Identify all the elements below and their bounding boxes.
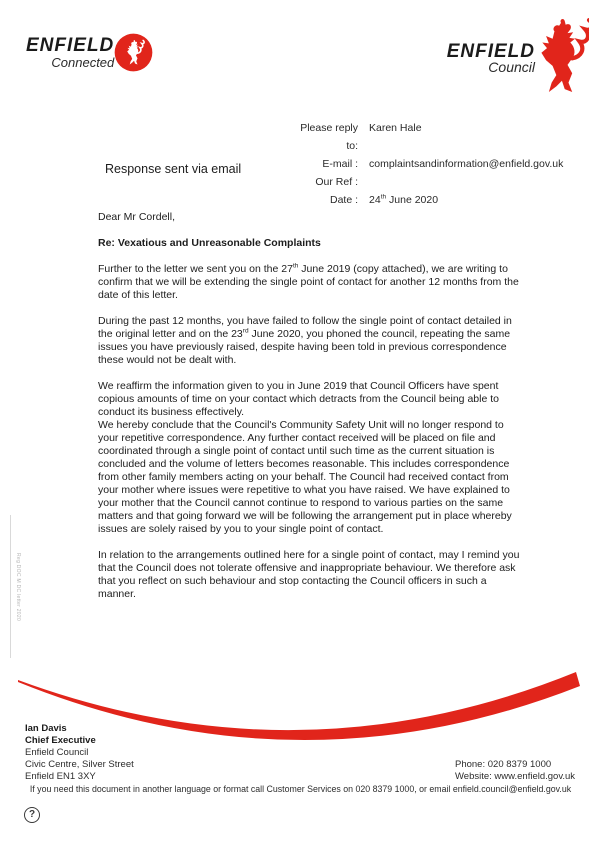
signature-block	[25, 723, 134, 783]
signatory-title: Chief Executive	[25, 735, 96, 746]
signatory-address-2: Enfield EN1 3XY	[25, 771, 96, 782]
paragraph-1-ordinal: th	[292, 262, 299, 270]
paragraph-1-text: Further to the letter we sent you on the 27	[98, 263, 293, 275]
date-ordinal: th	[380, 193, 387, 201]
contact-block	[455, 759, 575, 783]
salutation: Dear Mr Cordell,	[98, 211, 176, 223]
council-logo-subtitle: Council	[488, 59, 535, 75]
paragraph-2-ordinal: rd	[242, 327, 249, 335]
side-print-code: Reg DOC M DC letter 2020	[15, 553, 21, 622]
our-ref-row	[288, 173, 563, 191]
connected-logo-subtitle: Connected	[51, 55, 115, 70]
scan-fold-line	[10, 515, 11, 658]
paragraph-2-text-cont: June 2020, you phoned the council, repeating the same issues you have previously raised, despite having been told in previous correspondence these would not be dealt with.	[98, 328, 511, 366]
enfield-council-logo	[443, 42, 535, 74]
email-value: complaintsandinformation@enfield.gov.uk	[369, 158, 564, 170]
website-line: Website: www.enfield.gov.uk	[455, 771, 576, 782]
date-row	[288, 191, 563, 209]
paragraph-3: We reaffirm the information given to you in June 2019 that Council Officers have spent copious amounts of time on your contact which detracts from the Council being able to conduct its business effectively.	[98, 380, 499, 418]
lion-roundel-icon	[114, 33, 153, 72]
email-label: E-mail :	[322, 158, 358, 170]
paragraph-2-text: During the past 12 months, you have failed to follow the single point of contact detailed in the original letter and on the 23	[98, 315, 512, 340]
question-mark-icon: ?	[24, 807, 40, 823]
paragraph-1-text-cont: June 2019 (copy attached), we are writing to confirm that we will be extending the single point of contact for another 12 months from the date of this letter.	[98, 263, 519, 301]
paragraph-1	[98, 263, 523, 302]
paragraph-5: In relation to the arrangements outlined here for a single point of contact, may I remind you that the Council does not tolerate offensive and inappropriate behaviour. We therefore ask that you reflect on such behaviour and stop contacting the Council officers in such a manner.	[98, 549, 520, 600]
connected-logo-title: ENFIELD	[26, 35, 115, 56]
reply-to-row	[288, 119, 563, 155]
date-day: 24	[369, 194, 381, 206]
enfield-connected-logo	[26, 36, 114, 69]
letter-body	[98, 211, 523, 614]
our-ref-label: Our Ref :	[315, 176, 358, 188]
paragraph-2	[98, 315, 523, 367]
language-help-note: If you need this document in another language or format call Customer Services on 020 8379 1000, or email enfield.council@enfield.gov.uk	[29, 784, 572, 794]
response-sent-note: Response sent via email	[105, 162, 242, 176]
paragraph-4: We hereby conclude that the Council's Community Safety Unit will no longer respond to your repetitive correspondence. Any further contact received will be placed on file and coordinated through a single point of contact until such time as the current situation is concluded and the volume of letters becomes reasonable. This includes correspondence from other family members acting on your behalf. The Council had received contact from your mother where issues were repetitive to what you have raised. We have explained to your mother that the Council cannot continue to respond to various parties on the same matters and that going forward we will be following the arrangement put in place whereby issues are solely raised by you to your single point of contact.	[98, 419, 512, 535]
reply-to-label: Please reply to:	[300, 122, 358, 152]
reply-to-value: Karen Hale	[369, 122, 422, 134]
email-row	[288, 155, 563, 173]
signatory-org: Enfield Council	[25, 747, 89, 758]
reply-block	[288, 119, 563, 209]
subject-line: Re: Vexatious and Unreasonable Complaints	[98, 237, 321, 249]
date-value	[369, 191, 438, 209]
signatory-name: Ian Davis	[25, 723, 67, 734]
council-logo-title: ENFIELD	[446, 41, 535, 62]
lion-rampant-icon	[533, 17, 589, 96]
signatory-address-1: Civic Centre, Silver Street	[25, 759, 134, 770]
date-rest: June 2020	[386, 194, 439, 206]
phone-line: Phone: 020 8379 1000	[455, 759, 552, 770]
date-label: Date :	[329, 194, 358, 206]
